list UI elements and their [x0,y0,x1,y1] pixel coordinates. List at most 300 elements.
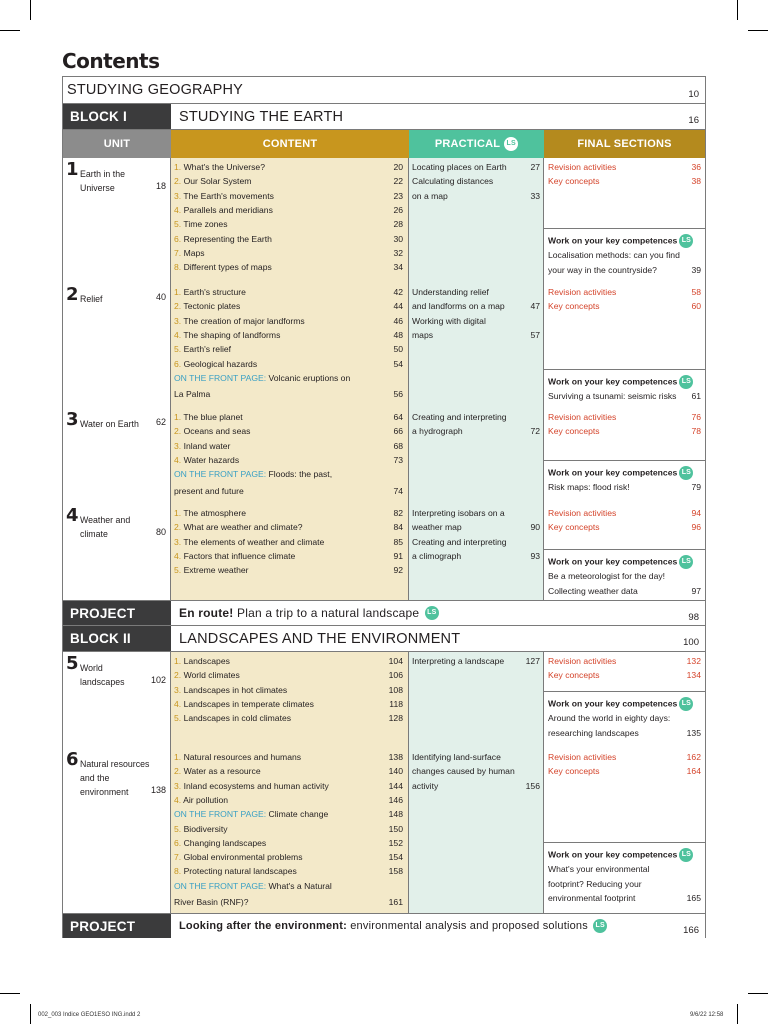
item-text: Surviving a tsunami: seismic risks [548,391,677,402]
front-page-text: present and future [174,485,244,496]
page-number: 84 [393,522,403,533]
key-concepts [548,670,701,680]
work-label: Work on your key competences [548,376,678,387]
item-text: Our Solar System [183,176,252,187]
front-page-item [174,897,403,907]
page-number: 128 [388,713,403,724]
unit-name-line: World [80,663,103,673]
unit-cell [63,408,171,504]
item-text: Biodiversity [183,823,228,834]
item-text: maps [412,329,434,340]
item-text: Revision activities [548,656,617,666]
content-item [174,838,403,848]
ls-icon: LS [679,466,693,480]
ls-icon: LS [504,137,518,151]
divider [544,228,705,229]
practical-item [412,781,540,791]
practical-item [412,162,540,172]
unit-name [80,292,103,306]
page-number: 61 [691,391,701,402]
front-page-item [174,373,403,383]
work-label: Work on your key competences [548,849,678,860]
content-item [174,565,403,575]
content-cell [171,283,409,408]
key-concepts [548,766,701,776]
item-text: World climates [183,670,240,681]
unit-number: 5 [66,653,79,674]
unit-name-line: climate [80,529,108,539]
content-item [174,205,403,215]
content-item [174,766,403,776]
footer-right: 9/6/22 12:58 [690,1012,724,1018]
practical-item [412,752,540,762]
work-text [548,713,701,723]
item-text: Key concepts [548,176,600,187]
unit-name-line: Earth in the [80,169,125,179]
item-text: What's the Universe? [183,162,265,172]
item-text: footprint? Reducing your [548,878,642,889]
work-text [548,893,701,903]
page-number: 135 [686,727,701,738]
item-text: Key concepts [548,522,600,533]
front-page-text: Volcanic eruptions on [268,372,351,383]
page-number: 64 [393,412,403,422]
content-item [174,656,403,666]
item-number: 8. [174,262,182,273]
item-number: 5. [174,565,182,576]
page-number: 104 [388,656,403,666]
page-number: 36 [691,162,701,172]
work-text [548,879,701,889]
item-number: 2. [174,426,182,437]
page-number: 158 [388,866,403,877]
unit-name [80,757,149,799]
item-number: 2. [174,522,182,533]
front-page-text: La Palma [174,389,211,400]
content-item [174,176,403,186]
practical-cell [409,504,544,600]
content-cell [171,652,409,748]
item-text: Risk maps: flood risk! [548,482,630,493]
item-number: 5. [174,823,182,834]
unit-name-line: environment [80,787,129,797]
page-number: 54 [393,358,403,369]
block1-title: STUDYING THE EARTH [179,108,344,125]
item-number: 2. [174,766,182,777]
page-number: 90 [530,522,540,533]
page-number: 22 [393,176,403,187]
project2-row [63,913,705,938]
item-text: Localisation methods: can you find [548,250,680,261]
content-item [174,522,403,532]
item-text: Around the world in eighty days: [548,713,671,724]
item-text: The shaping of landforms [183,329,281,340]
page-number: 74 [393,485,403,496]
practical-item [412,191,540,201]
content-header: CONTENT [171,130,409,158]
front-page-label: ON THE FRONT PAGE: [174,469,267,480]
item-text: What's your environmental [548,864,650,875]
page-number: 134 [686,670,701,681]
item-number: 3. [174,440,182,451]
page-number: 50 [393,344,403,355]
item-number: 4. [174,329,182,340]
item-number: 3. [174,684,182,695]
page-number: 48 [393,329,403,340]
page-number: 166 [683,924,699,936]
crop-mark [737,0,738,20]
item-text: Extreme weather [183,565,249,576]
ls-icon: LS [679,234,693,248]
revision-activities [548,162,701,172]
final-cell [544,408,705,504]
final-cell [544,158,705,283]
front-page-item [174,809,403,819]
item-text: The blue planet [183,412,243,422]
divider [544,842,705,843]
item-number: 1. [174,287,182,297]
item-text: Water as a resource [183,766,261,777]
content-cell [171,748,409,913]
page-number: 148 [388,809,403,820]
item-text: Factors that influence climate [183,550,296,561]
page-number: 39 [691,264,701,275]
page-number: 58 [691,287,701,297]
item-number: 6. [174,358,182,369]
content-item [174,685,403,695]
content-item [174,713,403,723]
page-number: 156 [525,780,540,791]
content-item [174,248,403,258]
item-number: 3. [174,536,182,547]
revision-activities [548,752,701,762]
content-item [174,301,403,311]
item-text: Earth's structure [183,287,246,297]
content-item [174,287,403,297]
item-text: Parallels and meridians [183,204,273,215]
page-number: 146 [388,794,403,805]
item-text: Collecting weather data [548,585,638,596]
item-text: your way in the countryside? [548,264,657,275]
item-text: Protecting natural landscapes [183,866,297,877]
item-text: weather map [412,522,462,533]
footer-left: 002_003 Indice GEO1ESO ING.indd 2 [38,1012,141,1018]
unit-page: 62 [155,417,166,427]
front-page-text: Climate change [268,809,329,820]
item-text: Natural resources and humans [183,752,302,762]
item-text: The Earth's movements [183,190,274,201]
content-item [174,219,403,229]
content-item [174,455,403,465]
project2-title: Looking after the environment: environmental analysis and proposed solutions LS [171,919,683,933]
item-text: Revision activities [548,508,617,518]
item-text: Global environmental problems [183,852,303,863]
content-item [174,441,403,451]
page-number: 97 [691,585,701,596]
page-number: 82 [393,508,403,518]
page-number: 68 [393,440,403,451]
work-label: Work on your key competences [548,556,678,567]
item-text: Time zones [183,219,228,230]
page-number: 93 [530,550,540,561]
page-number: 79 [691,482,701,493]
page-number: 165 [686,892,701,903]
block2-label: BLOCK II [63,626,171,651]
page-number: 47 [530,301,540,312]
item-text: Be a meteorologist for the day! [548,571,666,582]
unit-name-line: landscapes [80,677,125,687]
divider [544,691,705,692]
page-number: 94 [691,508,701,518]
item-number: 1. [174,162,182,172]
item-text: and landforms on a map [412,301,505,312]
item-text: Creating and interpreting [412,536,507,547]
content-item [174,316,403,326]
item-text: Landscapes [183,656,230,666]
practical-item [412,766,540,776]
content-cell [171,158,409,283]
page-number: 30 [393,233,403,244]
content-item [174,537,403,547]
work-key-competences [548,234,701,248]
project1-title: En route! Plan a trip to a natural landscape LS [171,606,688,621]
work-text [548,250,701,260]
practical-header: PRACTICAL LS [409,130,544,158]
block2-title: LANDSCAPES AND THE ENVIRONMENT [179,630,461,647]
item-text: Different types of maps [183,262,272,273]
work-key-competences [548,466,701,480]
page-number: 132 [686,656,701,666]
practical-cell [409,408,544,504]
content-item [174,551,403,561]
page-number: 164 [686,766,701,777]
content-item [174,344,403,354]
item-text: Key concepts [548,426,600,437]
ls-icon: LS [679,697,693,711]
unit-name [80,417,139,431]
item-text: Locating places on Earth [412,162,507,172]
content-item [174,752,403,762]
item-number: 2. [174,670,182,681]
item-text: Oceans and seas [183,426,251,437]
item-text: Tectonic plates [183,301,241,312]
block1-row [63,104,705,130]
unit-cell [63,158,171,283]
crop-mark [0,993,20,994]
item-text: Maps [183,247,205,258]
page-number: 161 [388,897,403,907]
item-number: 1. [174,412,182,422]
unit-cell [63,283,171,408]
unit-cell [63,504,171,600]
item-text: Interpreting isobars on a [412,508,505,518]
item-number: 1. [174,656,182,666]
content-item [174,426,403,436]
unit-name-line: Weather and [80,515,131,525]
practical-item [412,551,540,561]
item-text: Inland water [183,440,231,451]
crop-mark [737,1004,738,1024]
item-text: Landscapes in temperate climates [183,698,314,709]
unit-page: 80 [155,527,166,537]
unit-number: 2 [66,284,79,305]
final-cell [544,652,705,748]
content-item [174,795,403,805]
page-number: 154 [388,852,403,863]
work-key-competences [548,555,701,569]
page-number: 152 [388,837,403,848]
item-text: Understanding relief [412,287,489,297]
content-item [174,262,403,272]
unit-name-line: Relief [80,294,103,304]
page-number: 33 [530,190,540,201]
unit-name-line: Natural resources [80,759,150,769]
project1-row [63,600,705,626]
work-key-competences [548,375,701,389]
content-item [174,824,403,834]
work-text [548,586,701,596]
item-number: 4. [174,550,182,561]
item-text: Air pollution [183,794,228,805]
page-number: 138 [388,752,403,762]
work-label: Work on your key competences [548,235,678,246]
item-number: 4. [174,794,182,805]
item-number: 4. [174,698,182,709]
page-number: 78 [691,426,701,437]
page-number: 57 [530,329,540,340]
item-number: 2. [174,301,182,312]
item-text: Landscapes in cold climates [183,713,292,724]
content-item [174,508,403,518]
project2-label: PROJECT [63,914,171,938]
unit-name [80,167,125,195]
work-text [548,391,701,401]
work-text [548,728,701,738]
front-page-label: ON THE FRONT PAGE: [174,372,267,383]
page-number: 91 [393,550,403,561]
item-text: Interpreting a landscape [412,656,505,666]
content-cell [171,504,409,600]
item-number: 1. [174,752,182,762]
item-number: 2. [174,176,182,187]
content-item [174,781,403,791]
practical-cell [409,283,544,408]
page-number: 20 [393,162,403,172]
unit-name [80,513,130,541]
item-text: Key concepts [548,766,600,777]
front-page-item [174,881,403,891]
item-text: Representing the Earth [183,233,272,244]
front-page-item [174,486,403,496]
front-page-text: River Basin (RNF)? [174,897,249,907]
block1-label: BLOCK I [63,104,171,129]
practical-item [412,316,540,326]
item-number: 8. [174,866,182,877]
front-page-label: ON THE FRONT PAGE: [174,809,267,820]
item-text: Creating and interpreting [412,412,507,422]
practical-item [412,330,540,340]
page-number: 26 [393,204,403,215]
item-number: 6. [174,233,182,244]
item-text: Inland ecosystems and human activity [183,780,329,791]
divider [544,460,705,461]
item-number: 3. [174,780,182,791]
revision-activities [548,287,701,297]
item-number: 5. [174,344,182,355]
unit-header: UNIT [63,130,171,158]
content-item [174,670,403,680]
key-concepts [548,301,701,311]
item-text: Identifying land-surface [412,752,501,762]
content-cell [171,408,409,504]
practical-item [412,287,540,297]
item-text: Changing landscapes [183,837,267,848]
practical-item [412,656,540,666]
crop-mark [748,993,768,994]
page-number: 127 [525,656,540,666]
unit-number: 1 [66,159,79,180]
unit-number: 6 [66,749,79,770]
page-number: 98 [688,611,699,623]
page-number: 118 [389,698,403,709]
item-text: changes caused by human [412,766,515,777]
item-number: 4. [174,204,182,215]
item-number: 7. [174,247,182,258]
item-number: 5. [174,219,182,230]
work-key-competences [548,848,701,862]
unit-name-line: Universe [80,183,115,193]
unit-name-line: Water on Earth [80,419,139,429]
crop-mark [748,30,768,31]
divider [544,549,705,550]
content-item [174,234,403,244]
page-number: 42 [393,287,403,297]
page-number: 85 [393,536,403,547]
content-item [174,866,403,876]
key-concepts [548,522,701,532]
page-number: 150 [388,823,403,834]
item-number: 1. [174,508,182,518]
item-text: Revision activities [548,287,617,297]
divider [544,369,705,370]
item-text: The atmosphere [183,508,246,518]
content-item [174,699,403,709]
front-page-item [174,389,403,399]
key-concepts [548,176,701,186]
item-text: a climograph [412,550,462,561]
page-number: 38 [691,176,701,187]
page-number: 46 [393,315,403,326]
content-item [174,412,403,422]
item-text: Revision activities [548,752,617,762]
contents-table [62,76,706,938]
revision-activities [548,508,701,518]
page-number: 23 [393,190,403,201]
revision-activities [548,412,701,422]
unit-cell [63,652,171,748]
unit-name-line: and the [80,773,110,783]
practical-cell [409,652,544,748]
page-number: 162 [686,752,701,762]
item-text: Landscapes in hot climates [183,684,288,695]
item-text: Revision activities [548,412,617,422]
item-text: Key concepts [548,670,600,681]
practical-item [412,176,540,186]
page-number: 92 [393,565,403,576]
page-number: 10 [688,88,699,100]
item-number: 6. [174,837,182,848]
item-text: Key concepts [548,301,600,312]
